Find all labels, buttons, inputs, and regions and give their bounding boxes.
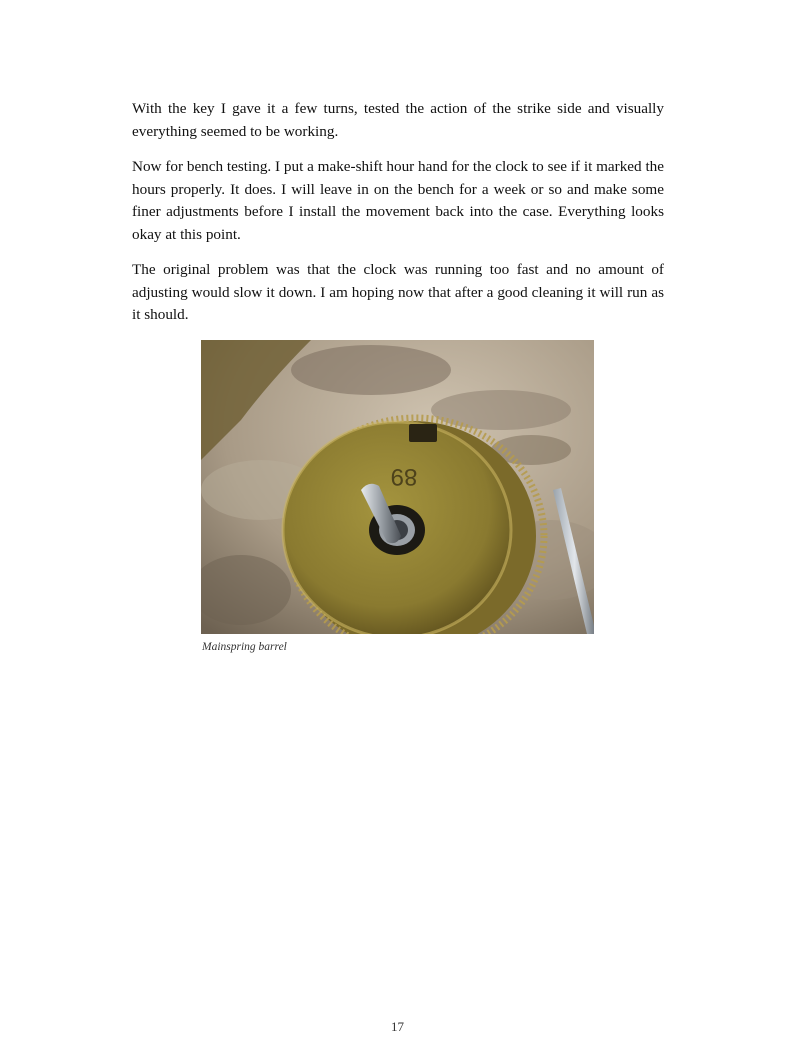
- page-number: 17: [391, 1019, 404, 1034]
- paragraph-3: [132, 259, 664, 327]
- paragraph-1: [132, 98, 664, 143]
- paragraph-2: [132, 156, 664, 246]
- paragraph-text: The original problem was that the clock was running too fast and no amount of adjusting would slow it down. I am hoping now that after a good cleaning it will run as it should.: [132, 261, 664, 323]
- paragraph-text: With the key I gave it a few turns, tested the action of the strike side and visually everything seemed to be working.: [132, 100, 664, 140]
- barrel-stamp-number: 89: [390, 463, 418, 490]
- mainspring-barrel-photo: [201, 340, 594, 634]
- figure-caption: Mainspring barrel: [202, 641, 287, 653]
- paragraph-text: Now for bench testing. I put a make-shift hour hand for the clock to see if it marked the hours properly. It does. I will leave in on the bench for a week or so and make some finer adjustments before I install the movement back into the case. Everything looks okay at this point.: [132, 158, 664, 243]
